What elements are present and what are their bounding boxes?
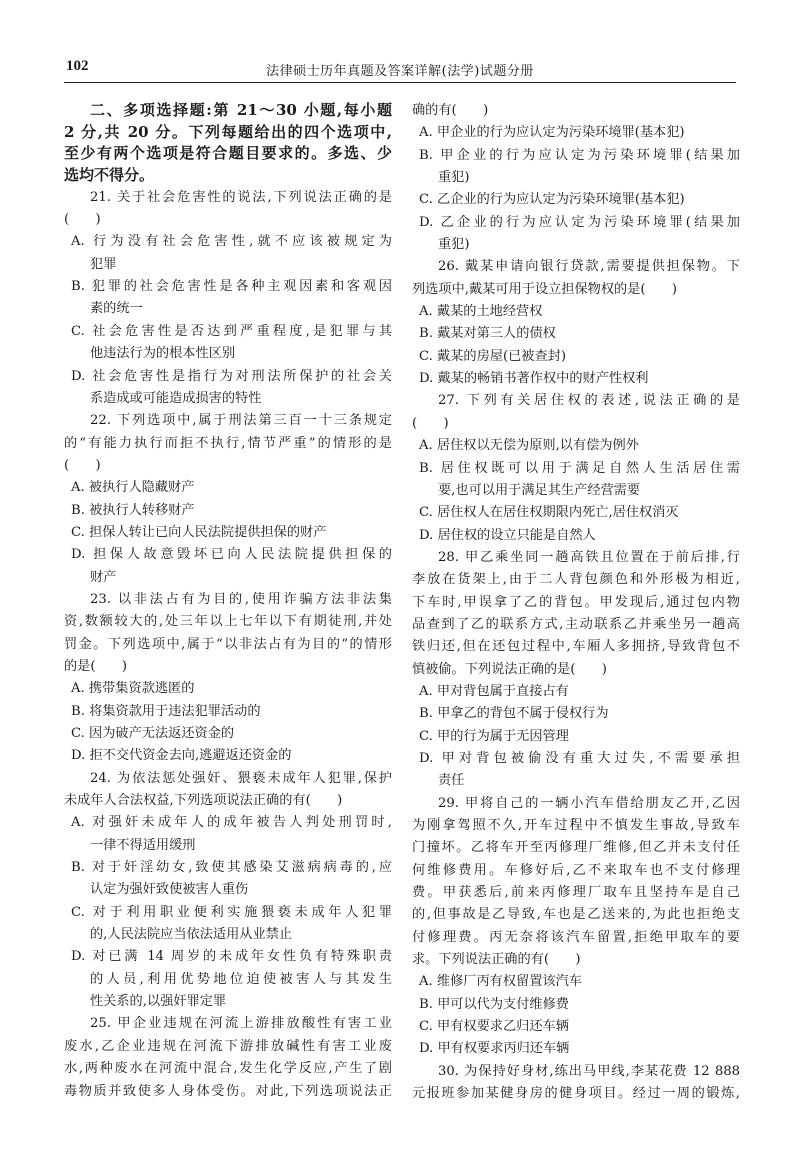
text-line: D. 拒不交代资金去向,逃避返还资金的 xyxy=(71,748,292,764)
text-line: A. 居住权以无偿为原则,以有偿为例外 xyxy=(419,438,639,454)
text-line: 犯罪 xyxy=(90,256,117,272)
text-line: 付修理费。丙无奈将该汽车留置,拒绝甲取车的要 xyxy=(412,929,740,945)
text-line: C. 因为破产无法返还资金的 xyxy=(71,726,235,741)
text-line: 品查到了乙的联系方式,主动联系乙并乘坐另一趟高 xyxy=(412,616,740,632)
text-line: 重犯) xyxy=(438,237,470,253)
text-line: 慎被偷。下列说法正确的是( ) xyxy=(412,661,607,677)
text-line: D. 甲对背包被偷没有重大过失,不需要承担 xyxy=(419,750,740,766)
text-line: B. 将集资款用于违法犯罪活动的 xyxy=(71,703,261,719)
text-line: D. 戴某的畅销书著作权中的财产性权利 xyxy=(419,371,649,387)
text-line: 门撞坏。乙将车开至丙修理厂维修,但乙并未支付任 xyxy=(412,840,740,856)
text-line: 22. 下列选项中,属于刑法第三百一十三条规定 xyxy=(90,413,392,429)
text-line: A. 甲对背包属于直接占有 xyxy=(419,683,569,699)
text-line: 元报班参加某健身房的健身项目。经过一周的锻炼, xyxy=(412,1086,740,1102)
text-line: A. 甲企业的行为应认定为污染环境罪(基本犯) xyxy=(419,125,685,141)
text-line: B. 甲可以代为支付维修费 xyxy=(419,996,569,1012)
text-line: A. 对强奸未成年人的成年被告人判处刑罚时, xyxy=(71,815,392,831)
text-line: 29. 甲将自己的一辆小汽车借给朋友乙开,乙因 xyxy=(438,795,740,811)
text-line: D. 担保人故意毁坏已向人民法院提供担保的 xyxy=(71,547,392,563)
text-line: 的“有能力执行而拒不执行,情节严重”的情形的是 xyxy=(64,435,392,451)
text-line: C. 对于利用职业便利实施猥亵未成年人犯罪 xyxy=(71,904,392,920)
left-column xyxy=(64,100,392,1103)
text-line: A. 携带集资款逃匿的 xyxy=(71,681,195,697)
text-line: 系造成或可能造成损害的特性 xyxy=(90,390,262,406)
text-line: 罚金。下列选项中,属于“以非法占有为目的”的情形 xyxy=(64,636,392,652)
text-line: A. 行为没有社会危害性,就不应该被规定为 xyxy=(71,234,392,250)
text-line: B. 甲企业的行为应认定为污染环境罪(结果加 xyxy=(419,147,740,163)
text-line: C. 居住权人在居住权期限内死亡,居住权消灭 xyxy=(419,505,679,521)
text-line: D. 甲有权要求丙归还车辆 xyxy=(419,1041,570,1057)
text-line: 28. 甲乙乘坐同一趟高铁且位置在于前后排,行 xyxy=(438,549,740,565)
text-line: B. 被执行人转移财产 xyxy=(71,502,195,518)
text-line: ( ) xyxy=(64,457,101,473)
text-line: 列选项中,戴某可用于设立担保物权的是( ) xyxy=(412,281,678,297)
text-line: 要,也可以用于满足其生产经营需要 xyxy=(438,482,641,498)
text-line: B. 居住权既可以用于满足自然人生活居住需 xyxy=(419,460,740,476)
text-line: 毒物质并致使多人身体受伤。对此,下列选项说法正 xyxy=(64,1083,392,1099)
book-title: 法律硕士历年真题及答案详解(法学)试题分册 xyxy=(266,64,534,79)
text-line: 下车时,甲误拿了乙的背包。甲发现后,通过包内物 xyxy=(412,594,740,610)
text-line: 的人员,利用优势地位迫使被害人与其发生 xyxy=(90,971,392,987)
page-header xyxy=(64,52,736,83)
text-line: 未成年人合法权益,下列选项说法正确的有( ) xyxy=(64,793,343,809)
text-line: A. 维修厂丙有权留置该汽车 xyxy=(419,974,582,990)
text-line: D. 居住权的设立只能是自然人 xyxy=(419,527,596,543)
text-line: 水,两种废水在河流中混合,发生化学反应,产生了剧 xyxy=(64,1061,392,1077)
text-line: 为刚拿驾照不久,开车过程中不慎发生事故,导致车 xyxy=(412,818,740,833)
text-line: 李放在货架上,由于二人背包颜色和外形极为相近, xyxy=(412,572,740,588)
text-line: D. 乙企业的行为应认定为污染环境罪(结果加 xyxy=(419,214,740,230)
section-heading-line: 选均不得分。 xyxy=(64,166,155,185)
text-line: C. 担保人转让已向人民法院提供担保的财产 xyxy=(71,524,327,540)
text-line: B. 犯罪的社会危害性是各种主观因素和客观因 xyxy=(71,279,392,295)
text-line: C. 社会危害性是否达到严重程度,是犯罪与其 xyxy=(71,323,392,339)
text-line: 重犯) xyxy=(438,170,470,186)
text-line: 的是( ) xyxy=(64,658,128,674)
text-line: 他违法行为的根本性区别 xyxy=(90,346,236,362)
text-line: 性关系的,以强奸罪定罪 xyxy=(90,994,227,1010)
section-heading-line: 至少有两个选项是符合题目要求的。多选、少 xyxy=(64,144,392,163)
text-line: 的,但事故是乙导致,车也是乙送来的,为此也拒绝支 xyxy=(412,907,740,923)
text-line: 资,数额较大的,处三年以上七年以下有期徒刑,并处 xyxy=(64,614,392,630)
text-line: B. 对于奸淫幼女,致使其感染艾滋病病毒的,应 xyxy=(71,860,392,876)
text-line: 认定为强奸致使被害人重伤 xyxy=(90,882,249,898)
text-line: C. 戴某的房屋(已被查封) xyxy=(419,348,566,364)
text-line: B. 甲拿乙的背包不属于侵权行为 xyxy=(419,706,609,722)
text-line: 26. 戴某申请向银行贷款,需要提供担保物。下 xyxy=(438,259,740,275)
text-line: 财产 xyxy=(90,569,117,585)
text-line: A. 戴某的土地经营权 xyxy=(419,304,543,320)
text-line: B. 戴某对第三人的债权 xyxy=(419,326,556,342)
section-heading-line: 二、多项选择题:第 21～30 小题,每小题 xyxy=(90,101,392,119)
text-line: 何维修费用。车修好后,乙不来取车也不支付修理 xyxy=(412,862,740,878)
text-line: C. 甲有权要求乙归还车辆 xyxy=(419,1019,569,1035)
text-line: 23. 以非法占有为目的,使用诈骗方法非法集 xyxy=(90,591,392,607)
text-line: D. 对已满 14 周岁的未成年女性负有特殊职责 xyxy=(71,949,392,965)
text-line: ( ) xyxy=(412,415,449,431)
text-line: 24. 为依法惩处强奸、猥亵未成年人犯罪,保护 xyxy=(90,770,392,786)
text-line: 一律不得适用缓刑 xyxy=(90,837,196,853)
section-heading-line: 2 分,共 20 分。下列每题给出的四个选项中, xyxy=(64,122,392,141)
text-line: C. 甲的行为属于无因管理 xyxy=(419,728,569,744)
text-line: C. 乙企业的行为应认定为污染环境罪(基本犯) xyxy=(419,192,685,208)
text-line: 的,人民法院应当依法适用从业禁止 xyxy=(90,927,293,943)
text-line: D. 社会危害性是指行为对刑法所保护的社会关 xyxy=(71,368,392,384)
right-column xyxy=(412,100,740,1105)
text-line: A. 被执行人隐藏财产 xyxy=(71,480,195,496)
text-line: 废水,乙企业违规在河流下游排放碱性有害工业废 xyxy=(64,1038,392,1054)
text-line: 铁归还,但在还包过程中,车厢人多拥挤,导致背包不 xyxy=(412,639,740,655)
text-line: 27. 下列有关居住权的表述,说法正确的是 xyxy=(438,393,740,409)
text-line: 确的有( ) xyxy=(412,103,489,118)
page-number: 102 xyxy=(66,58,89,74)
text-line: 求。下列说法正确的有( ) xyxy=(412,952,581,968)
text-line: 责任 xyxy=(438,773,465,789)
text-line: 25. 甲企业违规在河流上游排放酸性有害工业 xyxy=(90,1016,392,1032)
text-line: ( ) xyxy=(64,212,101,228)
text-line: 30. 为保持好身材,练出马甲线,李某花费 12 888 xyxy=(438,1063,740,1079)
text-line: 21. 关于社会危害性的说法,下列说法正确的是 xyxy=(90,189,392,205)
text-line: 费。甲获悉后,前来丙修理厂取车且坚持车是自己 xyxy=(412,885,740,901)
text-line: 素的统一 xyxy=(90,301,143,317)
